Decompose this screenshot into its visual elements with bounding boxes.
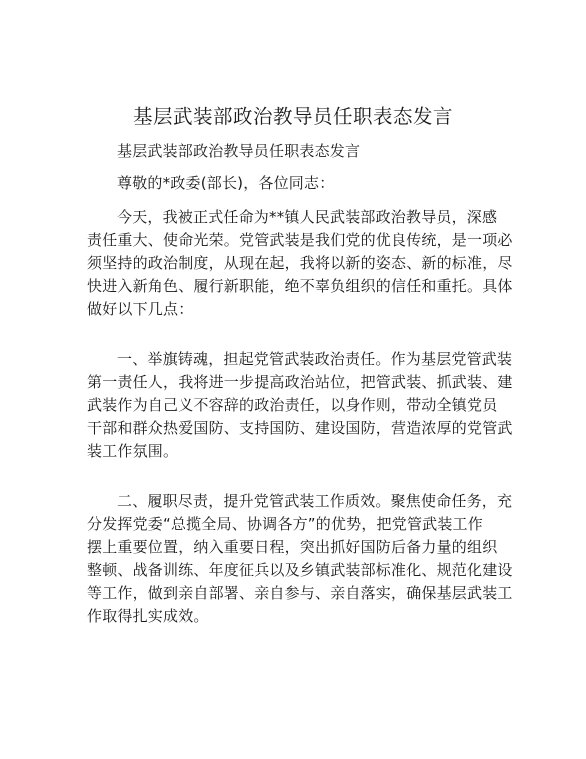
paragraph-line: 摆上重要位置，纳入重要日程，突出抓好国防后备力量的组织 (87, 538, 498, 556)
paragraph-line: 干部和群众热爱国防、支持国防、建设国防，营造浓厚的党管武 (87, 419, 513, 437)
paragraph-line: 快进入新角色、履行新职能，绝不辜负组织的信任和重托。具体 (87, 277, 513, 295)
paragraph-point-two (87, 490, 513, 628)
salutation: 尊敬的*政委(部长)，各位同志： (117, 174, 335, 192)
paragraph-line: 作取得扎实成效。 (87, 607, 209, 625)
paragraph-point-one (87, 348, 513, 463)
paragraph-line: 第一责任人，我将进一步提高政治站位，把管武装、抓武装、建 (87, 373, 513, 391)
paragraph-opening (87, 206, 513, 321)
paragraph-line: 责任重大、使命光荣。党管武装是我们党的优良传统，是一项必 (87, 231, 513, 249)
paragraph-line: 武装作为自己义不容辞的政治责任，以身作则，带动全镇党员 (87, 396, 498, 414)
paragraph-line: 须坚持的政治制度，从现在起，我将以新的姿态、新的标准，尽 (87, 254, 513, 272)
paragraph-line: 今天，我被正式任命为**镇人民武装部政治教导员，深感 (117, 208, 498, 226)
document-subtitle: 基层武装部政治教导员任职表态发言 (117, 142, 361, 160)
paragraph-line: 二、履职尽责，提升党管武装工作质效。聚焦使命任务，充 (117, 492, 513, 510)
paragraph-line: 等工作，做到亲自部署、亲自参与、亲自落实，确保基层武装工 (87, 584, 513, 602)
paragraph-line: 分发挥党委“总揽全局、协调各方”的优势，把党管武装工作 (87, 515, 483, 533)
paragraph-line: 装工作氛围。 (87, 442, 179, 460)
document-title: 基层武装部政治教导员任职表态发言 (132, 105, 453, 128)
paragraph-line: 做好以下几点： (87, 300, 194, 318)
paragraph-line: 一、举旗铸魂，担起党管武装政治责任。作为基层党管武装 (117, 350, 513, 368)
paragraph-line: 整顿、战备训练、年度征兵以及乡镇武装部标准化、规范化建设 (87, 561, 513, 579)
